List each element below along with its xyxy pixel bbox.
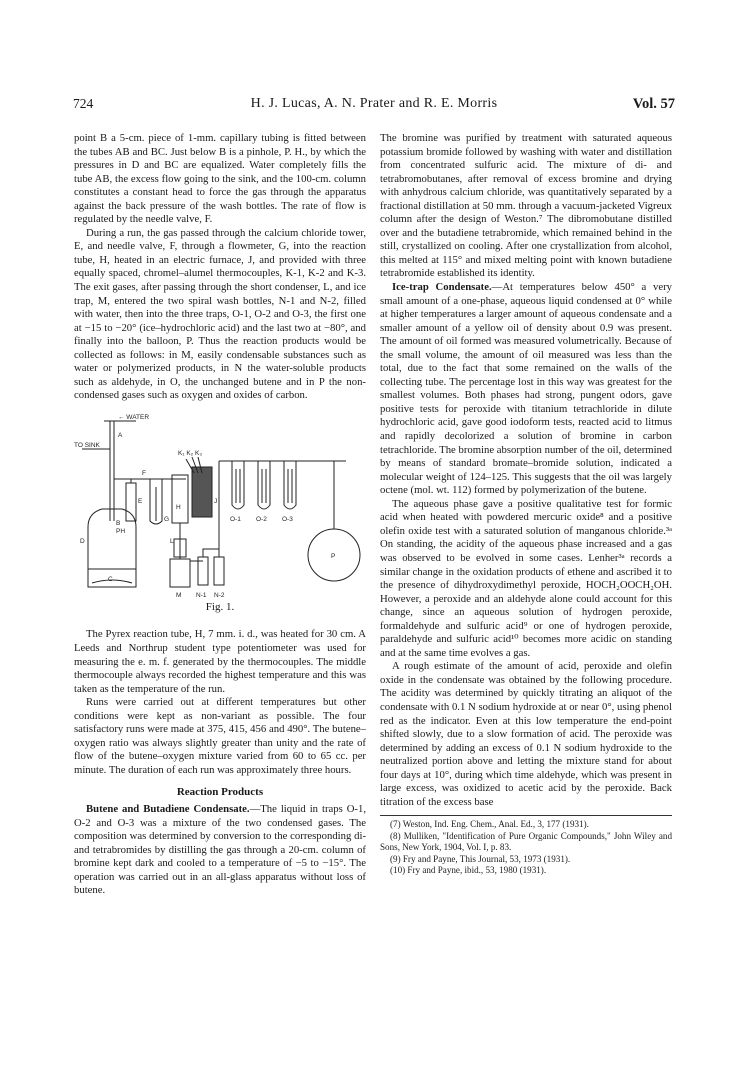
label-g: G: [164, 515, 170, 523]
paragraph: [380, 281, 672, 498]
label-sink: TO SINK: [74, 441, 100, 449]
label-water: ← WATER: [118, 413, 150, 421]
footnotes: [380, 815, 672, 877]
footnote: (10) Fry and Payne, ibid., 53, 1980 (1931).: [390, 865, 547, 876]
paragraph: Runs were carried out at different temperatures but other conditions were kept as non-variant as possible. The four satisfactory runs were made at 375, 415, 456 and 490°. The butene–oxygen ratio was always slightly greater than unity and the rate of flow of the butene–oxygen mixture varied from 60 to 65 cc. per minute. The duration of each run was approximately three hours.: [74, 696, 366, 776]
section-heading: Reaction Products: [176, 785, 264, 798]
apparatus-figure: [74, 409, 366, 601]
label-n2: N-2: [214, 591, 225, 599]
label-e: E: [138, 497, 143, 505]
label-d: D: [80, 537, 85, 545]
page-number: 724: [73, 96, 94, 111]
paragraph-body: —The liquid in traps O-1, O-2 and O-3 was a mixture of the two condensed gases. The composition was determined by conversion to the corresponding di- and tetrabromides by distilling the gas through a 20-cm. column of bromine kept dark and cooled to a temperature of −5 to −15°. The operation was carried out in an all-glass apparatus without loss of butene.: [74, 803, 366, 897]
label-o2: O-2: [256, 515, 267, 523]
label-m: M: [176, 591, 182, 599]
apparatus-diagram: [74, 409, 366, 601]
page-header: [73, 96, 675, 118]
footnote: (7) Weston, Ind. Eng. Chem., Anal. Ed., 3, 177 (1931).: [390, 819, 589, 830]
paragraph: [74, 803, 366, 898]
thermocouple-wire: [186, 459, 194, 473]
trap-o1: [232, 461, 244, 509]
volume-label: Vol. 57: [632, 96, 675, 112]
label-ph: PH: [116, 527, 126, 535]
paragraph: A rough estimate of the amount of acid, peroxide and olefin oxide in the condensate was obtained by the following procedure. The acidity was determined by quickly titrating an aliquot of the condensate with 0.1 N sodium hydroxide at or near 0°, using phenol red as the indicator. Even at this low temperature the end-point shifted slowly, due to a slow formation of acid. The peroxide was determined by adding an excess of 0.1 N sodium hydroxide to the neutralized portion above and letting the mixture stand for about four days at 10°, during which time aldehyde, which was present in large excess, was oxidized to acetic acid by the peroxide. Back titration of the excess base: [380, 660, 672, 808]
paragraph: point B a 5-cm. piece of 1-mm. capillary tubing is fitted between the tubes AB and BC. Just below B is a pinhole, P. H., by which the pressures in D and BC are equalized. Water completely fills the tube AB, the excess flow going to the sink, and the 100-cm. column constitutes a constant head to force the gas through the apparatus against the back pressure of the wash bottles. The rate of flow is regulated by the needle valve, F.: [74, 132, 366, 226]
paragraph-body: —At temperatures below 450° a very small amount of a one-phase, aqueous liquid condensed at 0° while at higher temperatures a larger amount of aqueous condensate and a smaller amount of a yellow oil of density about 0.9 was present. The amount of oil formed was measured volumetrically. Because of the small volume, the amount of oil measured was less than the total, due to the fact that some remained on the walls of the collecting tube. The percentage lost in this way was greatest for the smallest volumes. Both phases had strong, pungent odors, gave positive tests for peroxide with titanium tetrachloride in dilute hydrochloric acid, gave good iodoform tests, reacted acid to litmus and rapidly decolorized a solution of bromine in carbon tetrachloride. The bromine absorption number of the oil, determined by means of standard bromate–bromide solution, indicated a molecular weight of 124–125. This suggests that the oil was largely octene (mol. wt. 112) formed by polymerization of the butene.: [380, 281, 672, 497]
footnote: (9) Fry and Payne, This Journal, 53, 1973 (1931).: [390, 853, 571, 864]
figure-caption: Fig. 1.: [205, 600, 235, 613]
run-in-heading: Ice-trap Condensate.: [392, 281, 492, 294]
paragraph: The Pyrex reaction tube, H, 7 mm. i. d., was heated for 30 cm. A Leeds and Northrup student type potentiometer was used for measuring the e. m. f. generated by the thermocouples. The middle thermocouple always recorded the highest temperature and this was taken as the temperature of the run.: [74, 628, 366, 695]
tower-e: [126, 483, 136, 521]
right-column: [380, 132, 672, 877]
paragraph: The aqueous phase gave a positive qualitative test for formic acid when heated with powdered mercuric oxide⁸ and a positive olefin oxide test with a saturated solution of manganous chloride.³ᵃ On standing, the acidity of the aqueous phase increased and a gas was observed to be evolved in some cases. Lenher³ᵃ records a similar change in the oxidation products of ethene and ascribed it to the presence of dihydroxydimethyl peroxide, HOCH₂OOCH₂OH. However, a peroxide and an aldehyde alone could account for this change, since an aqueous solution of hydrogen peroxide, formaldehyde and sulfuric acid⁹ or one of hydrogen peroxide, paraldehyde and sulfuric acid¹⁰ becomes more acidic on standing and at the same time evolves a gas.: [380, 497, 672, 659]
furnace-j: [192, 467, 212, 517]
label-c: C: [108, 575, 113, 583]
running-title: H. J. Lucas, A. N. Prater and R. E. Morris: [250, 96, 498, 111]
label-l: L: [170, 537, 174, 545]
footnote: (8) Mulliken, "Identification of Pure Organic Compounds," John Wiley and Sons, New York, 1904, Vol. I, p. 83.: [380, 830, 672, 853]
label-b: B: [116, 519, 121, 527]
label-k: K₁ K₂ K₃: [178, 449, 202, 457]
label-n1: N-1: [196, 591, 207, 599]
trap-o2: [258, 461, 270, 509]
wash-bottle-n2: [214, 557, 224, 585]
label-f: F: [142, 469, 146, 477]
label-p: P: [331, 552, 336, 560]
label-h: H: [176, 503, 181, 511]
paragraph: The bromine was purified by treatment with saturated aqueous potassium bromide followed by washing with water and distillation from concentrated sulfuric acid. The mixture of di- and tetrabromobutanes, after removal of excess bromine and drying with anhydrous calcium chloride, was quantitatively separated by a fractional distillation at 50 mm. through a vacuum-jacketed Vigreux column after the design of Weston.⁷ The dibromobutane distilled over and the butadiene tetrabromide, which remained behind in the still, crystallized on cooling. After one crystallization from alcohol, this melted at 115° and mixed melting point with known butadiene tetrabromide established its identity.: [380, 132, 672, 280]
label-j: J: [214, 497, 218, 505]
run-in-heading: Butene and Butadiene Condensate.: [86, 803, 250, 816]
label-o3: O-3: [282, 515, 293, 523]
left-column: [74, 132, 366, 898]
ice-trap-m: [170, 559, 190, 587]
label-a: A: [118, 431, 123, 439]
reaction-tube-h: [172, 475, 188, 523]
trap-o3: [284, 461, 296, 509]
paragraph: During a run, the gas passed through the calcium chloride tower, E, and needle valve, F, through a flowmeter, G, into the reaction tube, H, heated in an electric furnace, J, and provided with three equally spaced, chromel–alumel thermocouples, K-1, K-2 and K-3. The exit gases, after passing through the short condenser, L, and ice trap, M, entered the two spiral wash bottles, N-1 and N-2, filled with water, then into the three traps, O-1, O-2 and O-3, the first one at −15 to −20° (ice–hydrochloric acid) and the last two at −80°, and finally into the balloon, P. Thus the reaction products would be collected as follows: in M, easily condensable substances such as water or polymerized products, in N the water-soluble products such as aldehyde, in O, the unchanged butene and in P the non-condensed gases such as oxygen and oxides of carbon.: [74, 226, 366, 402]
label-o1: O-1: [230, 515, 241, 523]
